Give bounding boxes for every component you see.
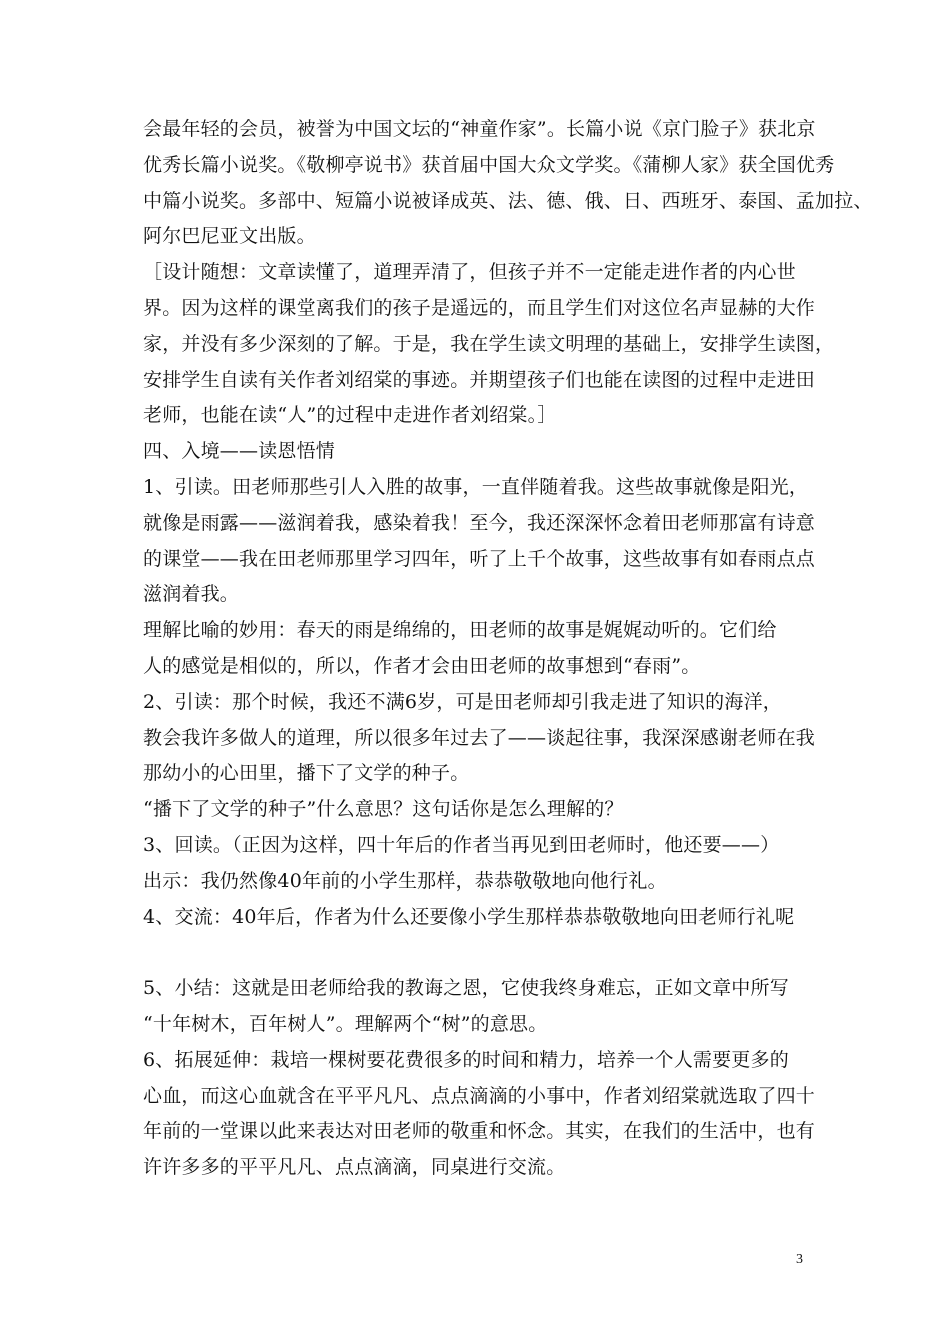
text-line: 那幼小的心田里，播下了文学的种子。 xyxy=(143,762,470,785)
text-line: 5、小结：这就是田老师给我的教诲之恩，它使我终身难忘，正如文章中所写 xyxy=(143,977,789,1000)
text-line: 界。因为这样的课堂离我们的孩子是遥远的，而且学生们对这位名声显赫的大作 xyxy=(143,297,816,319)
blank-line xyxy=(143,940,813,964)
text-line: 年前的一堂课以此来表达对田老师的敬重和怀念。其实，在我们的生活中，也有 xyxy=(143,1120,816,1143)
text-line: 会最年轻的会员，被誉为中国文坛的“神童作家”。长篇小说《京门脸子》获北京 xyxy=(143,118,816,140)
text-line: ［设计随想：文章读懂了，道理弄清了，但孩子并不一定能走进作者的内心世 xyxy=(143,261,796,284)
text-line: 滋润着我。 xyxy=(143,583,240,606)
section-heading: 四、入境——读恩悟情 xyxy=(143,440,336,463)
text-line: 理解比喻的妙用：春天的雨是绵绵的，田老师的故事是娓娓动听的。它们给 xyxy=(143,619,777,642)
text-line: 的课堂——我在田老师那里学习四年，听了上千个故事，这些故事有如春雨点点 xyxy=(143,547,816,570)
text-line: 阿尔巴尼亚文出版。 xyxy=(143,225,316,248)
text-line: 心血，而这心血就含在平平凡凡、点点滴滴的小事中，作者刘绍棠就选取了四十 xyxy=(143,1084,816,1107)
text-line: 3、回读。（正因为这样，四十年后的作者当再见到田老师时，他还要——） xyxy=(143,834,780,856)
text-line: 人的感觉是相似的，所以，作者才会由田老师的故事想到“春雨”。 xyxy=(143,655,701,677)
text-line: 教会我许多做人的道理，所以很多年过去了——谈起往事，我深深感谢老师在我 xyxy=(143,726,816,749)
text-line: “十年树木，百年树人”。理解两个“树”的意思。 xyxy=(143,1013,548,1035)
text-line: 6、拓展延伸：栽培一棵树要花费很多的时间和精力，培养一个人需要更多的 xyxy=(143,1048,789,1071)
text-line: 就像是雨露——滋润着我，感染着我！至今，我还深深怀念着田老师那富有诗意 xyxy=(143,511,816,534)
text-line: 4、交流：40年后，作者为什么还要像小学生那样恭恭敬敬地向田老师行礼呢 xyxy=(143,905,795,928)
text-line: 许许多多的平平凡凡、点点滴滴，同桌进行交流。 xyxy=(143,1156,566,1179)
text-line: 2、引读：那个时候，我还不满6岁，可是田老师却引我走进了知识的海洋， xyxy=(143,690,782,713)
text-line: 出示：我仍然像40年前的小学生那样，恭恭敬敬地向他行礼。 xyxy=(143,869,667,892)
text-line: 1、引读。田老师那些引人入胜的故事，一直伴随着我。这些故事就像是阳光， xyxy=(143,476,809,498)
text-line: 家，并没有多少深刻的了解。于是，我在学生读文明理的基础上，安排学生读图， xyxy=(143,332,835,355)
text-line: 优秀长篇小说奖。《敬柳亭说书》获首届中国大众文学奖。《蒲柳人家》获全国优秀 xyxy=(143,153,835,176)
text-line: “播下了文学的种子”什么意思？这句话你是怎么理解的？ xyxy=(143,798,624,821)
text-line: 安排学生自读有关作者刘绍棠的事迹。并期望孩子们也能在读图的过程中走进田 xyxy=(143,368,816,391)
text-line: 中篇小说奖。多部中、短篇小说被译成英、法、德、俄、日、西班牙、泰国、孟加拉、 xyxy=(143,189,873,212)
page-number: 3 xyxy=(796,1252,803,1267)
text-line: 老师，也能在读“人”的过程中走进作者刘绍棠。］ xyxy=(143,404,557,427)
